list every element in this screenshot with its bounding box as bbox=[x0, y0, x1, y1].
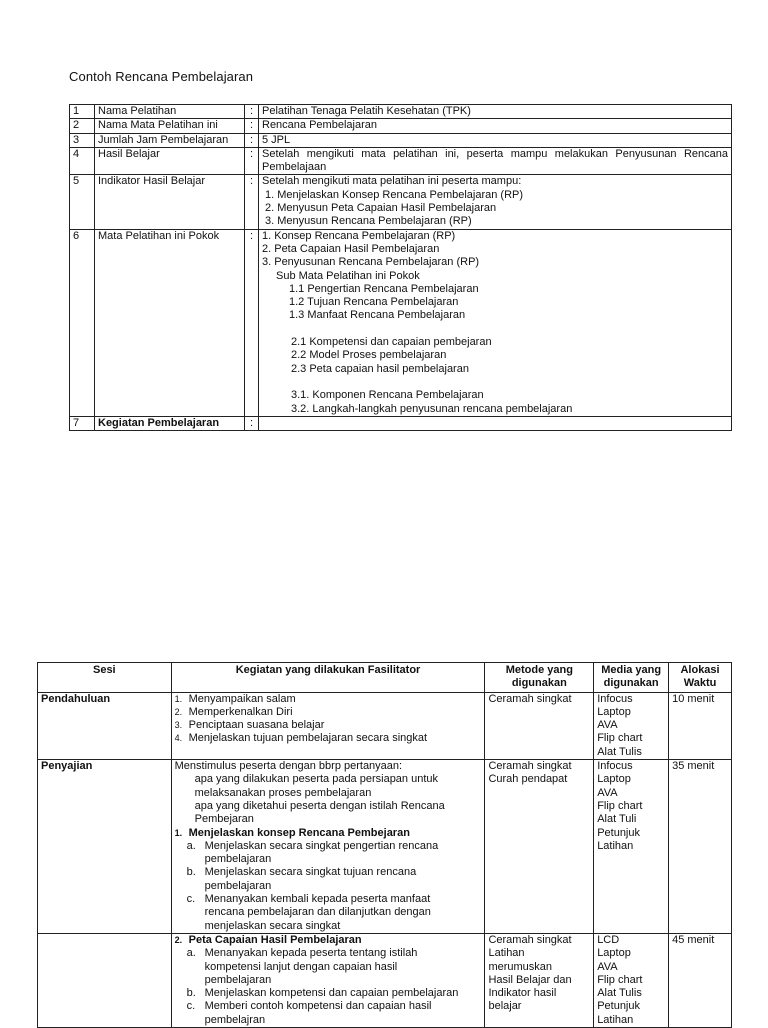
section-heading: 2. Peta Capaian Hasil Pembelajaran bbox=[174, 933, 362, 946]
alokasi-cell: 35 menit bbox=[669, 760, 732, 934]
table-row bbox=[38, 933, 732, 1027]
row-label: Mata Pelatihan ini Pokok bbox=[95, 229, 245, 416]
header-media: Media yang digunakan bbox=[594, 663, 669, 693]
row-colon: : bbox=[245, 105, 259, 119]
list-item: a. Menjelaskan secara singkat pengertian rencana bbox=[186, 839, 439, 852]
list-item: 4. Menjelaskan tujuan pembelajaran secara singkat bbox=[174, 732, 428, 745]
metode-cell: Ceramah singkat Latihan merumuskan Hasil Belajar dan Indikator hasil belajar bbox=[485, 933, 594, 1027]
row-value bbox=[259, 416, 732, 430]
table-row bbox=[38, 692, 732, 759]
media-cell: LCD Laptop AVA Flip chart Alat Tulis Petunjuk Latihan bbox=[594, 933, 669, 1027]
table-row bbox=[70, 133, 732, 147]
row-number: 2 bbox=[70, 119, 95, 133]
list-item: c. Menanyakan kembali kepada peserta manfaat bbox=[186, 893, 431, 906]
table-row bbox=[70, 229, 732, 416]
row-number: 3 bbox=[70, 133, 95, 147]
row-colon: : bbox=[245, 229, 259, 416]
table-row bbox=[70, 175, 732, 229]
row-number: 6 bbox=[70, 229, 95, 416]
row-colon: : bbox=[245, 133, 259, 147]
media-cell: Infocus Laptop AVA Flip chart Alat Tulis bbox=[594, 692, 669, 759]
kegiatan-cell: 2. Peta Capaian Hasil Pembelajaran a. Menanyakan kepada peserta tentang istilah kompetensi lanjut dengan capaian hasil pembelajaran b. Menjelaskan kompetensi dan capaian pembelajaran c. Memberi contoh kompetensi dan capaian hasil pembelajran bbox=[171, 933, 485, 1027]
kegiatan-cell bbox=[171, 692, 485, 759]
row-value: 1. Konsep Rencana Pembelajaran (RP) 2. Peta Capaian Hasil Pembelajaran 3. Penyusunan Rencana Pembelajaran (RP) Sub Mata Pelatihan ini Pokok 1.1 Pengertian Rencana Pembelajaran 1.2 Tujuan Rencana Pembelajaran 1.3 Manfaat Rencana Pembelajaran 2.1 Kompetensi dan capaian pembejaran 2.2 Model Proses pembelajaran 2.3 Peta capaian hasil pembelajaran 3.1. Komponen Rencana Pembelajaran 3.2. Langkah-langkah penyusunan rencana pembelajaran bbox=[259, 229, 732, 416]
alokasi-cell: 45 menit bbox=[669, 933, 732, 1027]
row-label: Jumlah Jam Pembelajaran bbox=[95, 133, 245, 147]
table-row bbox=[70, 105, 732, 119]
table-row bbox=[70, 119, 732, 133]
list-item: 2. Memperkenalkan Diri bbox=[174, 705, 293, 718]
sesi-cell bbox=[38, 933, 172, 1027]
sesi-cell: Pendahuluan bbox=[38, 692, 172, 759]
section-heading: 1. Menjelaskan konsep Rencana Pembejaran bbox=[174, 826, 410, 839]
table-row bbox=[70, 416, 732, 430]
spacer bbox=[262, 376, 728, 389]
row-value: Rencana Pembelajaran bbox=[259, 119, 732, 133]
row-number: 4 bbox=[70, 147, 95, 175]
alokasi-cell: 10 menit bbox=[669, 692, 732, 759]
kegiatan-cell: Menstimulus peserta dengan bbrp pertanyaan: apa yang dilakukan peserta pada persiapan untuk melaksanakan proses pembelajaran apa yang diketahui peserta dengan istilah Rencana Pembejaran 1. Menjelaskan konsep Rencana Pembejaran a. Menjelaskan secara singkat pengertian rencana pembelajaran b. Menjelaskan secara singkat tujuan rencana pembelajaran c. Menanyakan kembali kepada peserta manfaat rencana pembelajaran dan dilanjutkan dengan menjelaskan secara singkat bbox=[171, 760, 485, 934]
header-sesi: Sesi bbox=[38, 663, 172, 693]
row-colon: : bbox=[245, 119, 259, 133]
sesi-cell: Penyajian bbox=[38, 760, 172, 934]
header-kegiatan: Kegiatan yang dilakukan Fasilitator bbox=[171, 663, 485, 693]
metode-cell: Ceramah singkat bbox=[485, 692, 594, 759]
row-label: Nama Mata Pelatihan ini bbox=[95, 119, 245, 133]
list-item: 1. Menyampaikan salam bbox=[174, 692, 296, 705]
row-number: 7 bbox=[70, 416, 95, 430]
row-number: 5 bbox=[70, 175, 95, 229]
list-item: c. Memberi contoh kompetensi dan capaian hasil bbox=[186, 1000, 432, 1013]
spacer bbox=[262, 323, 728, 336]
info-table bbox=[69, 104, 732, 431]
row-value: Setelah mengikuti mata pelatihan ini, peserta mampu melakukan Penyusunan Rencana Pembelajaan bbox=[259, 147, 732, 175]
row-label: Indikator Hasil Belajar bbox=[95, 175, 245, 229]
header-alokasi: Alokasi Waktu bbox=[669, 663, 732, 693]
table-row bbox=[38, 760, 732, 934]
list-item: b. Menjelaskan secara singkat tujuan rencana bbox=[186, 866, 417, 879]
row-value: Setelah mengikuti mata pelatihan ini peserta mampu: 1. Menjelaskan Konsep Rencana Pembelajaran (RP) 2. Menyusun Peta Capaian Hasil Pembelajaran 3. Menyusun Rencana Pembelajaran (RP) bbox=[259, 175, 732, 229]
row-number: 1 bbox=[70, 105, 95, 119]
list-item: 3. Penciptaan suasana belajar bbox=[174, 719, 325, 732]
row-label: Hasil Belajar bbox=[95, 147, 245, 175]
header-metode: Metode yang digunakan bbox=[485, 663, 594, 693]
document-title: Contoh Rencana Pembelajaran bbox=[69, 69, 254, 84]
row-colon: : bbox=[245, 147, 259, 175]
list-item: a. Menanyakan kepada peserta tentang istilah bbox=[186, 947, 418, 960]
row-value: 5 JPL bbox=[259, 133, 732, 147]
row-colon: : bbox=[245, 416, 259, 430]
activity-table bbox=[37, 662, 732, 1028]
table-row bbox=[70, 147, 732, 175]
media-cell: Infocus Laptop AVA Flip chart Alat Tuli Petunjuk Latihan bbox=[594, 760, 669, 934]
metode-cell: Ceramah singkat Curah pendapat bbox=[485, 760, 594, 934]
row-label: Nama Pelatihan bbox=[95, 105, 245, 119]
row-label: Kegiatan Pembelajaran bbox=[95, 416, 245, 430]
table-header-row bbox=[38, 663, 732, 693]
list-item: b. Menjelaskan kompetensi dan capaian pembelajaran bbox=[186, 987, 459, 1000]
row-value: Pelatihan Tenaga Pelatih Kesehatan (TPK) bbox=[259, 105, 732, 119]
row-colon: : bbox=[245, 175, 259, 229]
